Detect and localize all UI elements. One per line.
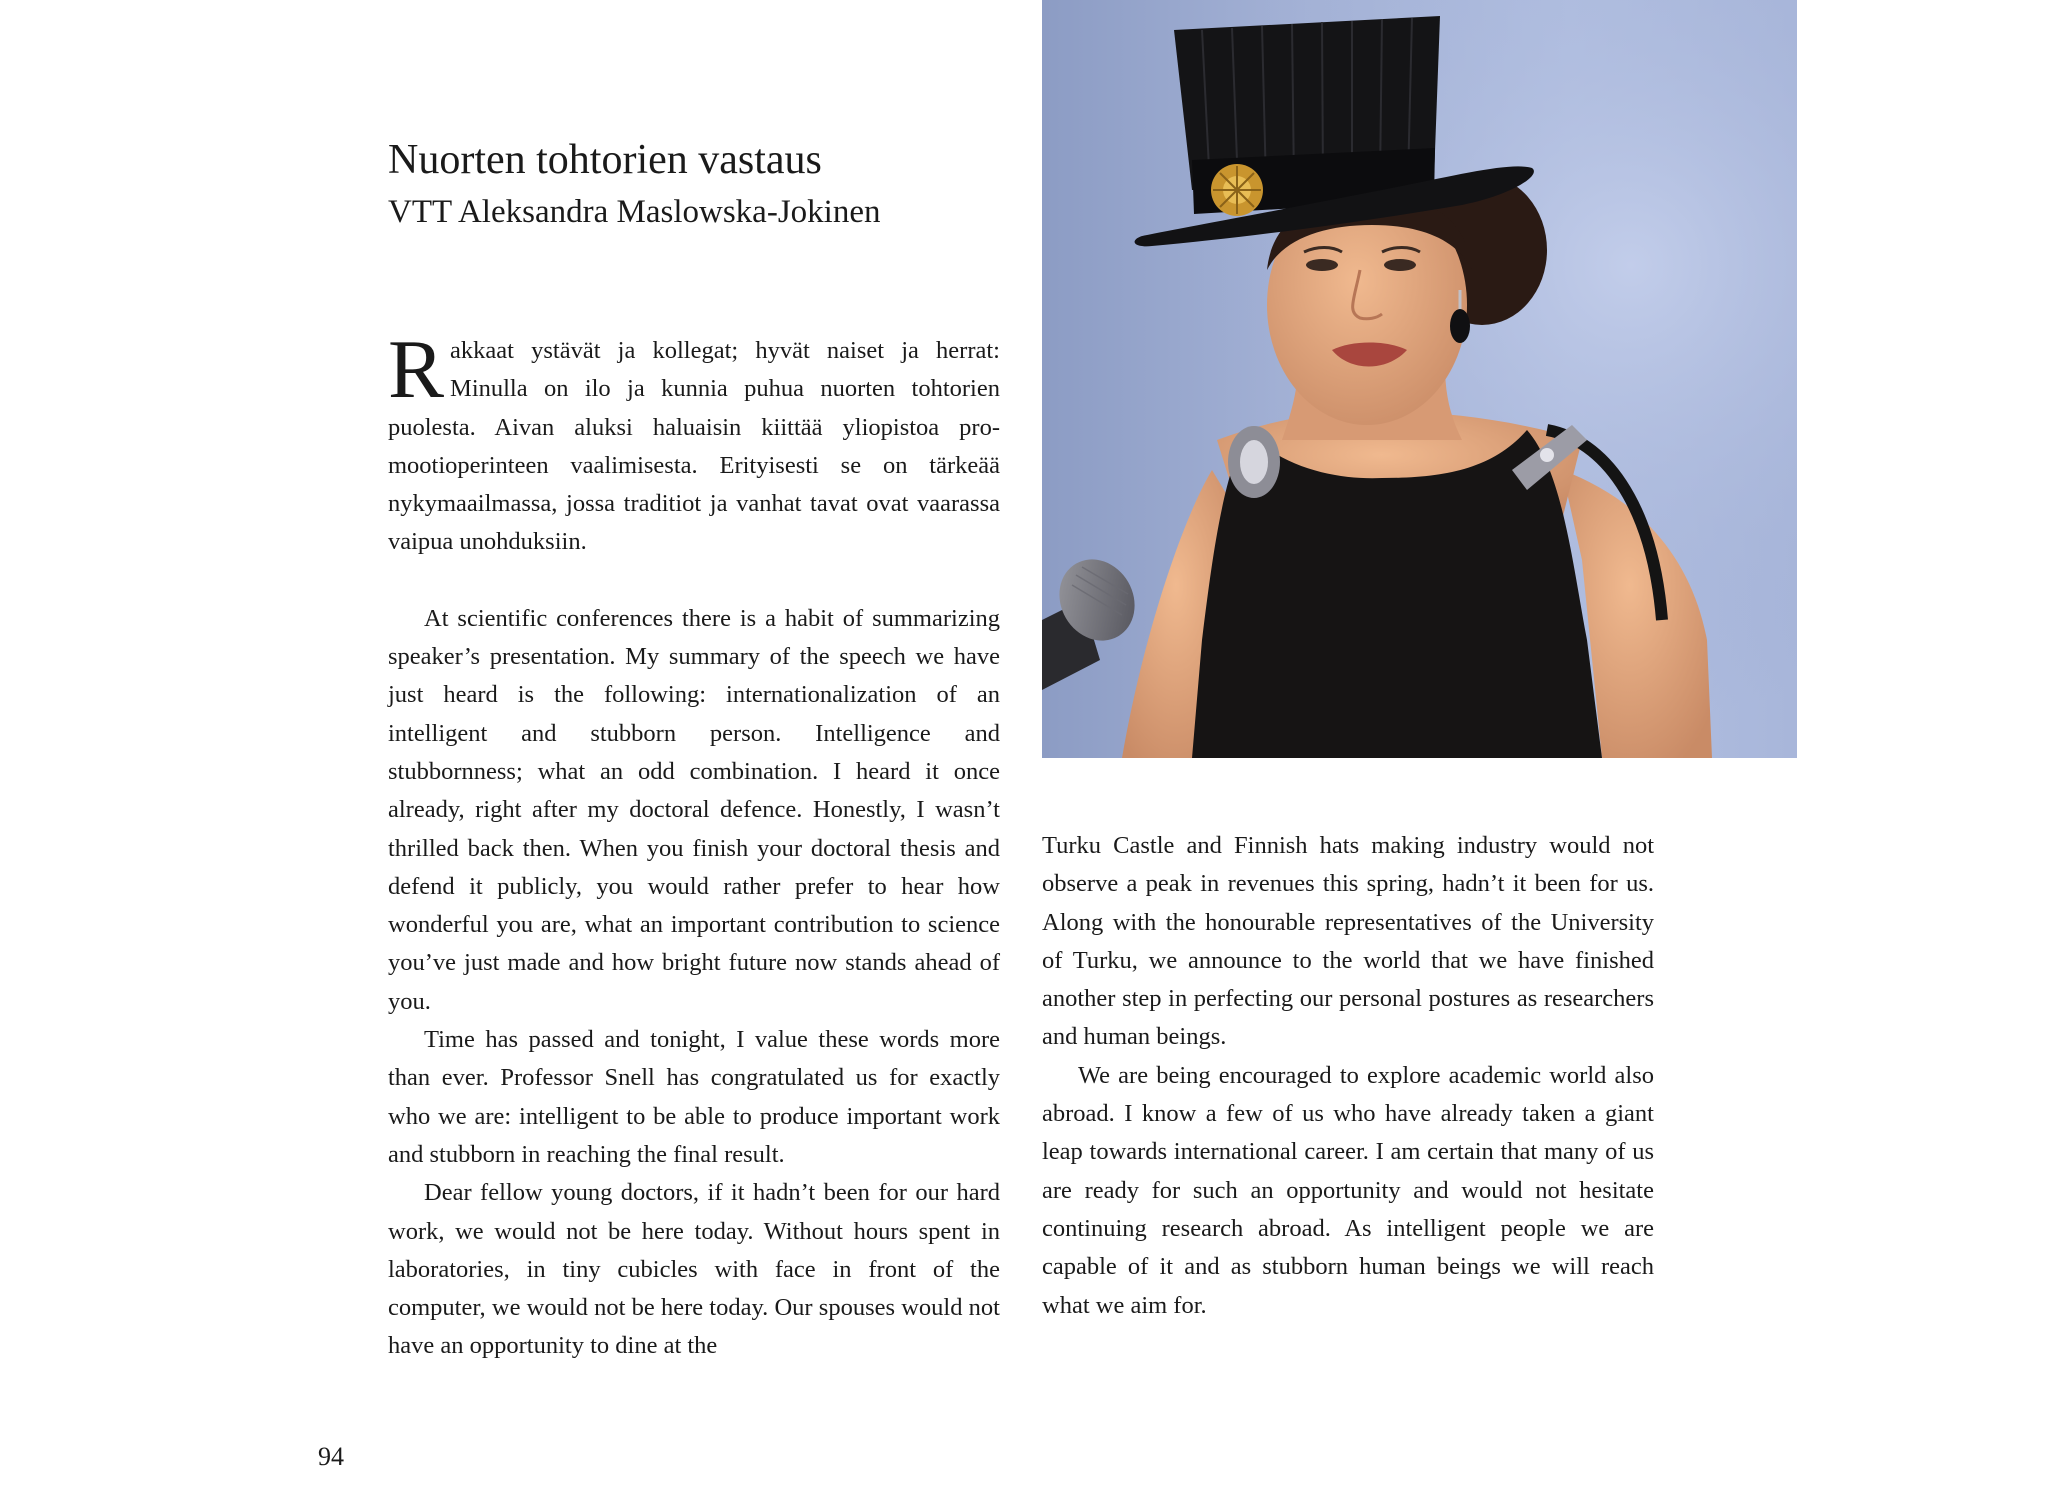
intro-text: akkaat ystävät ja kollegat; hyvät naiset ja herrat: Minulla on ilo ja kunnia puhua nuorten tohtorien puolesta. Aivan aluksi haluaisin kiittää yliopistoa promootioperinteen vaalimisesta. Erityisesti se on tärkeää nykymaailmassa, jossa traditiot ja vanhat tavat ovat vaarassa vaipua unohduksiin. [388,337,1000,556]
drop-cap: R [388,323,445,416]
author-subtitle: VTT Aleksandra Maslowska-Jokinen [388,194,881,230]
body-paragraph: At scientific conferences there is a habit of summarizing speaker’s presentation. My summary of the speech we have just heard is the following: internationalization of an intelligent and stubborn person. Intelligence and stubbornness; what an odd combination. I heard it once already, right after my doctoral defence. Honestly, I wasn’t thrilled back then. When you finish your doctoral thesis and defend it publicly, you would rather prefer to hear how wonderful you are, what an important contribution to science you’ve just made and how bright future now stands ahead of you. [388,604,1000,1015]
left-text-column [388,323,1000,1366]
body-paragraph: Time has passed and tonight, I value these words more than ever. Professor Snell has congratulated us for exactly who we are: intelligent to be able to produce important work and stubborn in reaching the final result. [388,1026,1000,1168]
body-paragraph: We are being encouraged to explore academic world also abroad. I know a few of us who have already taken a giant leap towards international career. I am certain that many of us are ready for such an opportunity and would not hesitate continuing research abroad. As intelligent people we are capable of it and as stubborn human beings we will reach what we aim for. [1042,1061,1654,1319]
body-paragraph: Dear fellow young doctors, if it hadn’t been for our hard work, we would not be here today. Without hours spent in laboratories, in tiny cubicles with face in front of the computer, we would not be here today. Our spouses would not have an opportunity to dine at the [388,1179,1000,1360]
right-text-column [1042,827,1654,1325]
speaker-photo [1042,0,1797,758]
intro-paragraph [388,323,1000,562]
page-title: Nuorten tohtorien vastaus [388,137,822,183]
page-number: 94 [318,1442,344,1471]
body-paragraph: Turku Castle and Finnish hats making industry would not observe a peak in revenues this spring, hadn’t it been for us. Along with the honourable representatives of the University of Turku, we announce to the world that we have finished another step in perfecting our personal postures as researchers and human beings. [1042,832,1654,1051]
